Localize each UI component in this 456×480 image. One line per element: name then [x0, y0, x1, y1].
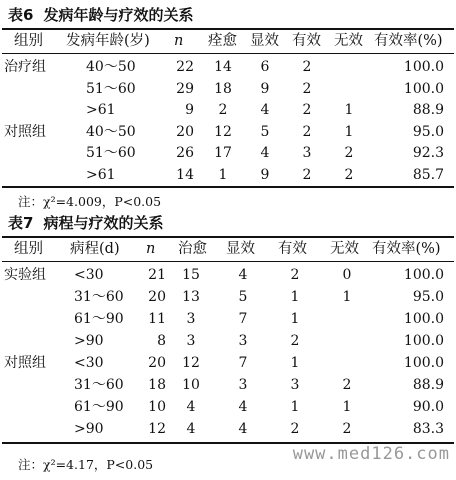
table7-cell-group: 实验组: [4, 267, 46, 283]
table6-row: [0, 164, 456, 186]
table6-cell-category: 40～50: [86, 123, 136, 140]
table6-cell-n: 20: [176, 123, 194, 140]
table6-cell-effective: 2: [302, 123, 312, 140]
table6-cell-effective: 2: [302, 59, 312, 75]
table6-cell-cured: 1: [218, 166, 228, 183]
table7-header-group: 组别: [14, 241, 43, 257]
table7-cell-group: [4, 330, 64, 352]
table7-row: [0, 418, 456, 440]
table6-bottom-rule: [2, 186, 454, 188]
table7-cell-cured: 3: [186, 311, 196, 327]
table6-cell-marked: 9: [260, 166, 270, 183]
table7-cell-n: 20: [148, 355, 166, 371]
table7-header-ineffective: 无效: [330, 241, 359, 257]
table7-cell-cured: 4: [186, 421, 196, 437]
table7-cell-cured: 3: [186, 333, 196, 349]
table6-cell-ineffective: 1: [344, 123, 354, 140]
table7-cell-rate: 100.0: [403, 267, 444, 283]
table6-cell-ineffective: 2: [344, 145, 354, 161]
table6-cell-marked: 4: [260, 102, 270, 118]
table7-cell-ineffective: 0: [342, 267, 352, 283]
table7-cell-category: 31～60: [74, 289, 124, 305]
table6-row: [0, 142, 456, 164]
table6-cell-rate: 100.0: [403, 59, 444, 75]
table6-cell-cured: 2: [218, 102, 228, 118]
table6-cell-n: 26: [176, 145, 194, 161]
table6-cell-ineffective: [332, 56, 366, 78]
table7-cell-n: 20: [148, 289, 166, 305]
table6-cell-n: 22: [176, 59, 194, 75]
table6-cell-group: [4, 99, 64, 121]
table7-cell-marked: 4: [238, 267, 248, 283]
table6-header-cured: 痊愈: [208, 33, 237, 49]
table7-cell-category: 61～90: [74, 311, 124, 327]
table6-cell-cured: 18: [214, 80, 232, 97]
table6-cell-ineffective: [332, 78, 366, 100]
table6-cell-category: 40～50: [86, 59, 136, 75]
table7-row: [0, 352, 456, 374]
table6-cell-rate: 95.0: [412, 123, 444, 140]
table7-row: [0, 330, 456, 352]
table7-cell-ineffective: [330, 308, 364, 330]
table6-cell-marked: 4: [260, 145, 270, 161]
table6-header-n: n: [174, 33, 184, 49]
table7-cell-cured: 13: [182, 289, 200, 305]
table7-note: 注：χ²=4.17，P<0.05: [18, 457, 154, 472]
table6-cell-rate: 88.9: [412, 102, 444, 118]
table7-cell-rate: 95.0: [412, 289, 444, 305]
table7-cell-category: 31～60: [74, 377, 124, 393]
table7-number: 表7: [8, 214, 34, 232]
table7-cell-marked: 4: [238, 421, 248, 437]
table6-row: [0, 56, 456, 78]
table7-row: [0, 264, 456, 286]
table7-cell-effective: 1: [290, 399, 300, 415]
table6-row: [0, 78, 456, 100]
table7-cell-cured: 15: [182, 267, 200, 283]
table7-cell-effective: 1: [290, 289, 300, 305]
table7-cell-marked: 7: [238, 311, 248, 327]
table6-cell-rate: 92.3: [412, 145, 444, 161]
table7-cell-rate: 100.0: [403, 311, 444, 327]
table6-row: [0, 99, 456, 121]
table7-cell-n: 8: [157, 333, 166, 349]
table6-cell-n: 9: [185, 102, 194, 118]
table6-header-effective: 有效: [292, 33, 321, 49]
table6-title: 发病年龄与疗效的关系: [43, 6, 194, 24]
table7-cell-cured: 12: [182, 355, 200, 371]
table6-header-row: [0, 30, 456, 52]
table7-cell-cured: 10: [182, 377, 200, 393]
table6-cell-ineffective: 2: [344, 166, 354, 183]
table6-cell-effective: 3: [302, 145, 312, 161]
table7-cell-ineffective: [330, 330, 364, 352]
table7-row: [0, 308, 456, 330]
table7-caption: [8, 212, 163, 233]
table7-header-effective: 有效: [278, 241, 307, 257]
table6-cell-n: 29: [176, 80, 194, 97]
table6-number: 表6: [8, 6, 34, 24]
table7-cell-marked: 3: [238, 377, 248, 393]
table7-row: [0, 396, 456, 418]
table7-cell-ineffective: 2: [342, 421, 352, 437]
table7-cell-effective: 2: [290, 333, 300, 349]
table7-cell-ineffective: 1: [342, 289, 352, 305]
table7-cell-group: [4, 286, 64, 308]
table7-cell-marked: 3: [238, 333, 248, 349]
table7-cell-effective: 3: [290, 377, 300, 393]
table7-cell-marked: 4: [238, 399, 248, 415]
table7-header-row: [0, 238, 456, 260]
table7-cell-n: 21: [148, 267, 166, 283]
table6-cell-group: [4, 78, 64, 100]
table7-header-rate: 有效率(%): [372, 241, 441, 257]
table7-cell-group: 对照组: [4, 355, 46, 371]
table7-cell-n: 11: [148, 311, 166, 327]
table6-cell-category: >61: [86, 102, 116, 118]
table7-cell-effective: 1: [290, 311, 300, 327]
table6-cell-category: >61: [86, 166, 116, 183]
table7-header-rule: [2, 261, 454, 262]
table7-header-duration: 病程(d): [70, 241, 120, 257]
table7-cell-group: [4, 396, 64, 418]
table6-cell-effective: 2: [302, 166, 312, 183]
table6-header-rule: [2, 53, 454, 54]
table7-cell-rate: 100.0: [403, 333, 444, 349]
table7-cell-effective: 2: [290, 267, 300, 283]
table7-cell-group: [4, 418, 64, 440]
table6-cell-rate: 100.0: [403, 80, 444, 97]
table7-cell-category: <30: [74, 355, 104, 371]
table7-row: [0, 286, 456, 308]
table7-cell-marked: 7: [238, 355, 248, 371]
table6-row: [0, 121, 456, 143]
table6-cell-marked: 9: [260, 80, 270, 97]
table7-cell-category: <30: [74, 267, 104, 283]
table7-cell-n: 10: [148, 399, 166, 415]
table7-cell-category: 61～90: [74, 399, 124, 415]
table6-cell-rate: 85.7: [412, 166, 444, 183]
table6-cell-ineffective: 1: [344, 102, 354, 118]
table6-header-group: 组别: [14, 33, 43, 49]
watermark: www.med126.com: [292, 444, 450, 464]
table6-header-marked: 显效: [250, 33, 279, 49]
table7-cell-category: >90: [74, 333, 104, 349]
table6-cell-group: 对照组: [4, 123, 46, 140]
table7-cell-ineffective: 2: [342, 377, 352, 393]
table6-cell-cured: 14: [214, 59, 232, 75]
table6-cell-marked: 5: [260, 123, 270, 140]
table7-header-n: n: [146, 241, 156, 257]
table7-header-marked: 显效: [226, 241, 255, 257]
table6-cell-category: 51～60: [86, 80, 136, 97]
table7-cell-rate: 90.0: [412, 399, 444, 415]
table6-cell-category: 51～60: [86, 145, 136, 161]
table7-row: [0, 374, 456, 396]
table7-header-cured: 治愈: [178, 241, 207, 257]
table6-header-age: 发病年龄(岁): [66, 33, 150, 49]
table6-cell-cured: 17: [214, 145, 232, 161]
table7-title: 病程与疗效的关系: [43, 214, 164, 232]
table6-note: 注：χ²=4.009，P<0.05: [18, 194, 162, 209]
table7-cell-group: [4, 374, 64, 396]
table6-cell-effective: 2: [302, 102, 312, 118]
table6-cell-cured: 12: [214, 123, 232, 140]
table7-cell-rate: 88.9: [412, 377, 444, 393]
table7-cell-rate: 100.0: [403, 355, 444, 371]
table7-cell-ineffective: 1: [342, 399, 352, 415]
table7-cell-n: 12: [148, 421, 166, 437]
table7-cell-ineffective: [330, 352, 364, 374]
table7-cell-category: >90: [74, 421, 104, 437]
table6-cell-group: [4, 142, 64, 164]
table7-cell-effective: 1: [290, 355, 300, 371]
table6-header-ineffective: 无效: [334, 33, 363, 49]
table6-cell-n: 14: [176, 166, 194, 183]
table6-caption: [8, 4, 193, 25]
table7-cell-n: 18: [148, 377, 166, 393]
table7-cell-rate: 83.3: [412, 421, 444, 437]
table6-cell-group: [4, 164, 64, 186]
table7-cell-marked: 5: [238, 289, 248, 305]
table6-cell-effective: 2: [302, 80, 312, 97]
table7-cell-effective: 2: [290, 421, 300, 437]
table6-header-rate: 有效率(%): [374, 33, 443, 49]
table6-cell-group: 治疗组: [4, 59, 46, 75]
table6-cell-marked: 6: [260, 59, 270, 75]
table7-cell-cured: 4: [186, 399, 196, 415]
table7-cell-group: [4, 308, 64, 330]
